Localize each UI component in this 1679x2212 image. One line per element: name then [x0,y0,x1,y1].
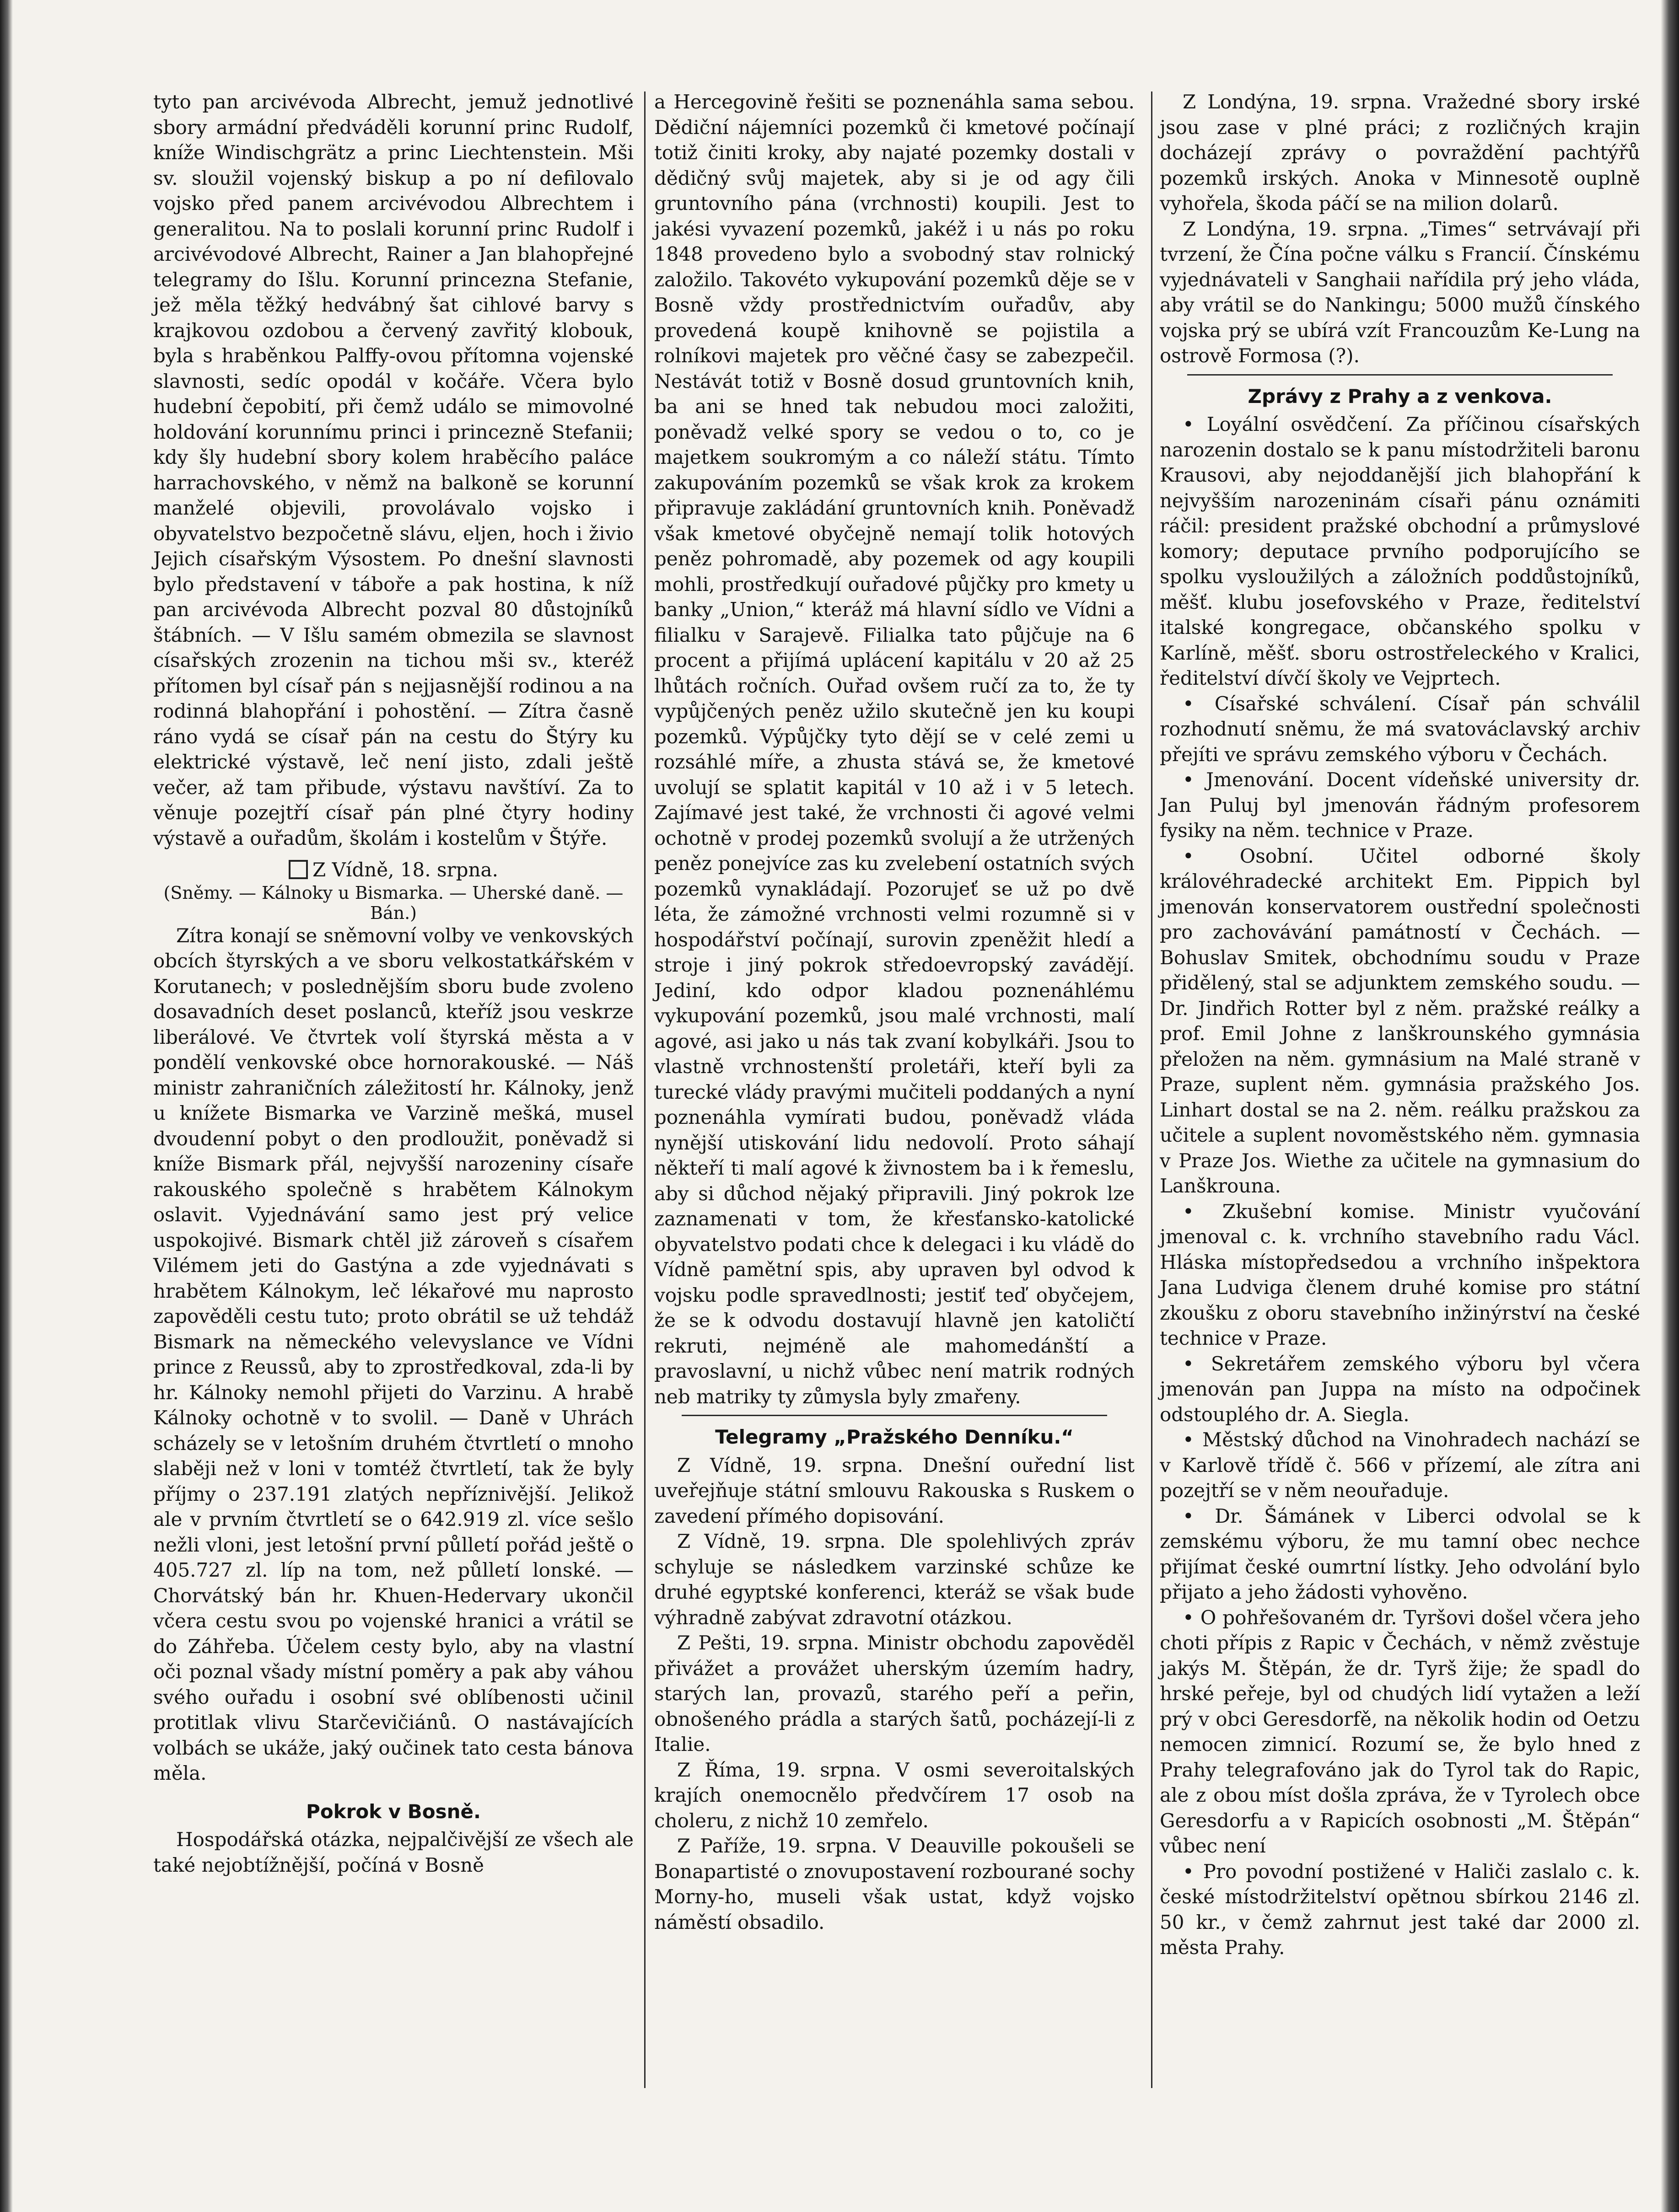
london-report-1: Z Londýna, 19. srpna. Vražedné sbory irské jsou zase v plné práci; z rozličných krajin docházejí zprávy o povraždění pachtýřů pozemků irských. Anoka v Minnesotě ouplně vyhořela, škoda páčí se na milion dolarů. [1160,91,1640,215]
heading-prague-news: Zprávy z Prahy a z venkova. [1248,385,1552,408]
column-2 [654,89,1135,1935]
heading-bosna: Pokrok v Bosně. [306,1800,481,1823]
square-box-icon [289,860,308,879]
column-1 [153,89,634,1878]
news-item-1: • Loyální osvědčení. Za příčinou císařských narozenin dostalo se k panu místodržiteli baronu Krausovi, aby nejoddanější jich blahopřání k nejvyšším narozeninám císaři pánu oznámiti ráčil: president pražské obchodní a průmyslové komory; deputace prvního podporujícího se spolku vysloužilých a záložních poddůstojníků, měšť. klubu josefovského v Praze, ředitelství italské kongregace, občanského spolku v Karlíně, měšť. sboru ostrostřeleckého v Kralici, ředitelství dívčí školy ve Vejprtech. [1160,413,1640,689]
news-item-6: • Sekretářem zemského výboru byl včera jmenován pan Juppa na místo na odpočinek odstouplého dr. A. Siegla. [1160,1352,1640,1426]
telegram-1: Z Vídně, 19. srpna. Dnešní ouřední list uveřejňuje státní smlouvu Rakouska s Ruskem o zavedení přímého dopisování. [654,1454,1135,1527]
dateline-vienna [153,857,634,883]
article-continuation: tyto pan arcivévoda Albrecht, jemuž jednotlivé sbory armádní předváděli korunní princ Rudolf, kníže Windischgrätz a princ Liechtenstein. Mši sv. sloužil vojenský biskup a po ní defilovalo vojsko před panem arcivévodou Albrechtem i generalitou. Na to poslali korunní princ Rudolf i arcivévodové Albrecht, Rainer a Jan blahopřejné telegramy do Išlu. Korunní princezna Stefanie, jež měla těžký hedvábný šat cihlové barvy s krajkovou ozdobou a červený zavřitý klobouk, byla s hraběnkou Palffy-ovou přítomna vojenské slavnosti, sedíc opodál v kočáře. Včera bylo hudební čepobití, při čemž událo se mimovolné holdování korunnímu princi i princezně Stefanii; kdy šly hudební sbory kolem hraběcího paláce harrachovského, v němž na balkoně se korunní manželé objevili, provolávalo vojsko i obyvatelstvo bezpočetně slávu, eljen, hoch i živio Jejich císařským Výsostem. Po dnešní slavnosti bylo představení v táboře a pak hostina, k níž pan arcivévoda Albrecht pozval 80 důstojníků štábních. — V Išlu samém obmezila se slavnost císařských zrozenin na tichou mši sv., kteréž přítomen byl císař pán s nejjasnější rodinou a na rodinná blahopřání i pohostění. — Zítra časně ráno vydá se císař pán na cestu do Štýry ku elektrické výstavě, leč není jisto, zdali ještě večer, až tam přibude, výstavu navštíví. Za to věnuje pozejtří císař pán plné čtyry hodiny výstavě a ouřadům, školám i kostelům v Štýře. [153,91,634,849]
article-bosna-continued: a Hercegovině řešiti se poznenáhla sama sebou. Dědiční nájemníci pozemků či kmetové počínají totiž činiti kroky, aby najaté pozemky dostali v dědičný svůj majetek, aby si je od agy čili gruntovního pána (vrchnosti) koupili. Jest to jakési vyvazení pozemků, jakéž i u nás po roku 1848 provedeno bylo a svobodný stav rolnický založilo. Takovéto vykupování pozemků děje se v Bosně vždy prostřednictvím ouřadův, aby provedená koupě knihovně se pojistila a rolníkovi majetek pro věčné časy se zabezpečil. Nestávát totiž v Bosně dosud gruntovních knih, ba ani se hned tak nebudou moci založiti, poněvadž velké spory se vedou o to, co je majetkem soukromým a co náleží státu. Tímto zakupováním pozemků se však krok za krokem připravuje zakládání gruntovních knih. Poněvadž však kmetové obyčejně nemají tolik hotových peněz pohromadě, aby pozemek od agy koupili mohli, prostředkují ouřadové půjčky pro kmety u banky „Union,“ kteráž má hlavní sídlo ve Vídni a filialku v Sarajevě. Filialka tato půjčuje na 6 procent a přijímá uplácení kapitálu v 20 až 25 lhůtách ročních. Ouřad ovšem ručí za to, že ty vypůjčených peněz užilo skutečně jen ku koupi pozemků. Výpůjčky tyto dějí se v celé zemi u rozsáhlé míře, a zhusta stává se, že kmetové uvolují se splatit kapitál v 10 až i v 5 letech. Zajímavé jest také, že vrchnosti či agové velmi ochotně v prodej pozemků svolují a že utržených peněz ponejvíce zas ku zvelebení ostatních svých pozemků vynakládají. Pozorujeť se už po dvě léta, že zámožné vrchnosti velmi rozumně si v hospodářství počínají, surovin zpeněžit hledí a stroje i jiný pokrok středoevropský zavádějí. Jediní, kdo odpor kladou poznenáhlému vykupování pozemků, jsou malé vrchnosti, malí agové, asi jako u nás tak zvaní kobylkáři. Jsou to vlastně vrchnostenští proletáři, kteří byli za turecké vlády pravými mučiteli poddaných a nyní poznenáhla vymírati budou, poněvadž vláda nynější utiskování lidu nedovolí. Proto sáhají někteří ti malí agové k živnostem ba i k řemeslu, aby si důchod nějaký připravili. Jiný pokrok lze zaznamenati v tom, že křesťansko-katolické obyvatelstvo podati chce k delegaci i ku vládě do Vídně pamětní spis, aby upraven byl odvod k vojsku podle spravedlnosti; jestiť teď obyčejem, že se k odvodu dostavují hlavně jen katoličtí rekruti, nejméně ale mahomedánští a pravoslavní, u nichž vůbec není matrik rodných neb matriky ty zůmysla byly zmařeny. [654,91,1135,1408]
article-bosna-start: Hospodářská otázka, nejpalčivější ze všech ale také nejobtížnější, počíná v Bosně [153,1828,634,1876]
column-3 [1160,89,1640,1960]
news-item-9: • O pohřešovaném dr. Tyršovi došel včera jeho choti přípis z Rapic v Čechách, v němž zvěstuje jakýs M. Štěpán, že dr. Tyrš žije; že spadl do hrské peřeje, byl od chudých lidí vytažen a leží prý v obci Geresdorfě, na několik hodin od Oetzu nemocen zimnicí. Rozumí se, že bylo hned z Prahy telegrafováno jak do Tyrol tak do Rapic, ale z obou míst došla zpráva, že v Tyrolech obce Geresdorfu a v Rapicích osobnosti „M. Štěpán“ vůbec není [1160,1606,1640,1857]
telegram-4: Z Říma, 19. srpna. V osmi severoitalských krajích onemocnělo předvčírem 17 osob na choleru, z nichž 10 zemřelo. [654,1758,1135,1832]
heading-telegrams: Telegramy „Pražského Denníku.“ [715,1426,1074,1448]
scan-edge-left [0,0,13,2212]
section-divider [682,1415,1107,1416]
news-item-3: • Jmenování. Docent vídeňské university dr. Jan Puluj byl jmenován řádným profesorem fysiky na něm. technice v Praze. [1160,768,1640,842]
column-rule-2 [1151,91,1152,2088]
news-item-8: • Dr. Šámánek v Liberci odvolal se k zemskému výboru, že mu tamní obec nechce přijímat české oumrtní lístky. Jeho odvolání bylo přijato a jeho žádosti vyhověno. [1160,1504,1640,1603]
telegram-5: Z Paříže, 19. srpna. V Deauville pokoušeli se Bonapartisté o znovupostavení rozbourané sochy Morny-ho, museli však ustat, když vojsko náměstí obsadilo. [654,1835,1135,1933]
scan-edge-right [1661,0,1679,2212]
dateline-text: Z Vídně, 18. srpna. [312,859,498,881]
section-divider [1187,374,1613,376]
news-item-10: • Pro povodní postižené v Haliči zaslalo c. k. české místodržitelství opětnou sbírkou 2146 zl. 50 kr., v čemž zahrnut jest také dar 2000 zl. města Prahy. [1160,1860,1640,1959]
london-report-2: Z Londýna, 19. srpna. „Times“ setrvávají při tvrzení, že Čína počne válku s Francií. Čínskému vyjednávateli v Sanghaii nařídila prý jeho vláda, aby vrátil se do Nankingu; 5000 mužů čínského vojska prý se ubírá vzít Francouzům Ke-Lung na ostrově Formosa (?). [1160,217,1640,367]
news-item-7: • Městský důchod na Vinohradech nachází se v Karlově třídě č. 566 v přízemí, ale zítra ani pozejtří se v něm neouřaduje. [1160,1428,1640,1502]
telegram-2: Z Vídně, 19. srpna. Dle spolehlivých zpráv schyluje se následkem varzinské schůze ke druhé egyptské konferenci, kteráž se však bude výhradně zabývat zdravotní otázkou. [654,1530,1135,1629]
telegram-3: Z Pešti, 19. srpna. Ministr obchodu zapověděl přivážet a provážet uherským územím hadry, starých lan, provazů, starého peří a peřin, obnošeného prádla a starých šatů, pocházejí-li z Italie. [654,1632,1135,1756]
article-vienna: Zítra konají se sněmovní volby ve venkovských obcích štyrských a ve sboru velkostatkářském v Korutanech; v poslednějším sboru bude zvoleno dosavadních deset poslanců, kteříž jsou veskrze liberálové. Ve čtvrtek volí štyrská města a v pondělí venkovské obce hornorakouské. — Náš ministr zahraničních záležitostí hr. Kálnoky, jenž u knížete Bismarka ve Varzině mešká, musel dvoudenní pobyt o den prodloužit, poněvadž si kníže Bismark přál, nejvyšší narozeniny císaře rakouského společně s hrabětem Kálnokym oslavit. Vyjednávání samo jest prý velice uspokojivé. Bismark chtěl již zároveň s císařem Vilémem jeti do Gastýna a zde vyjednávati s hrabětem Kálnokym, leč lékařové mu naprosto zapověděli cestu tuto; proto obrátil se už tehdáž Bismark na německého velevyslance ve Vídni prince z Reussů, aby to zprostředkoval, zda-li by hr. Kálnoky nemohl přijeti do Varzinu. A hrabě Kálnoky ochotně v to svolil. — Daně v Uhrách scházely se v letošním druhém čtvrtletí o mnoho slaběji než v loni v tomtéž čtvrtletí, tak že byly příjmy o 237.191 zlatých nepříznivější. Jelikož ale v prvním čtvrtletí se o 642.919 zl. více sešlo nežli vloni, jest letošní první půlletí pořád ještě o 405.727 zl. líp na tom, než půlletí lonské. — Chorvátský bán hr. Khuen-Hedervary ukončil včera cestu svou po vojenské hranici a vrátil se do Záhřeba. Účelem cesty bylo, aby na vlastní oči poznal všady místní poměry a pak aby váhou svého ouřadu i osobní své oblíbenosti učinil protitlak vlivu Starčevičiánů. O nastávajících volbách se ukáže, jaký oučinek tato cesta bánova měla. [153,924,634,1784]
column-rule-1 [644,91,646,2088]
news-item-5: • Zkušební komise. Ministr vyučování jmenoval c. k. vrchního stavebního radu Václ. Hláska místopředsedou a vrchního inšpektora Jana Ludviga členem druhé komise pro státní zkoušku z oboru stavebního inžinýrství na české technice v Praze. [1160,1200,1640,1349]
dateline-subtitle: (Sněmy. — Kálnoky u Bismarka. — Uherské daně. — Bán.) [163,882,624,923]
news-item-4: • Osobní. Učitel odborné školy královéhradecké architekt Em. Pippich byl jmenován konservatorem oustřední společnosti pro zachovávání památností v Čechách. — Bohuslav Smitek, obchodnímu soudu v Praze přidělený, stal se adjunktem zemského soudu. — Dr. Jindřich Rotter byl z něm. pražské reálky a prof. Emil Johne z lanškrounského gymnásia přeložen na něm. gymnásium na Malé straně v Praze, suplent něm. gymnásia pražského Jos. Linhart dostal se na 2. něm. reálku pražskou za učitele a suplent novoměstského něm. gymnasia v Praze Jos. Wiethe za učitele na gymnasium do Lanškrouna. [1160,844,1640,1197]
news-item-2: • Císařské schválení. Císař pán schválil rozhodnutí sněmu, že má svatováclavský archiv přejíti ve správu zemského výboru v Čechách. [1160,692,1640,766]
